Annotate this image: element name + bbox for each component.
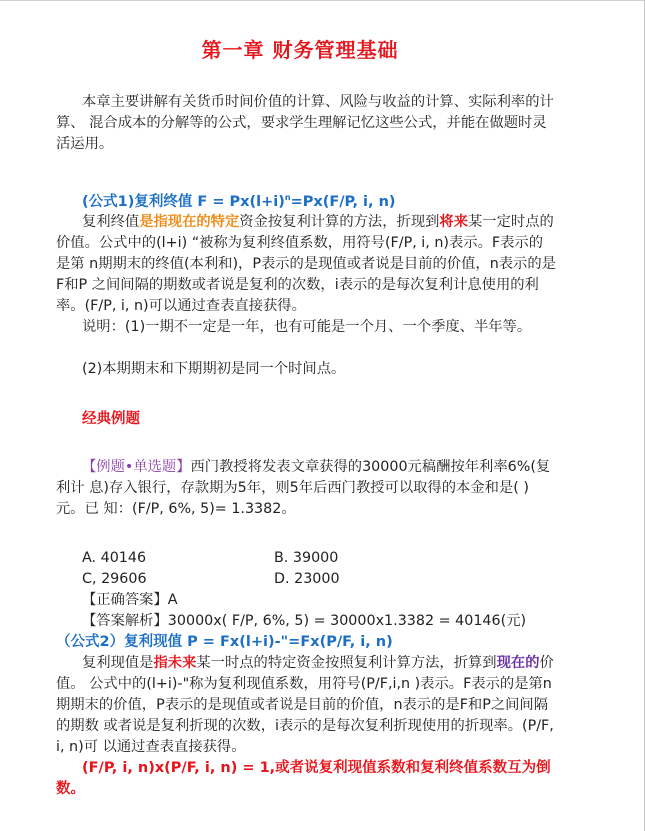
option-d: D. 23000 [274,571,340,587]
formula2-heading: （公式2）复利现值 P = Fx(l+i)-"=Fx(P/F, i, n) [56,634,393,650]
formula2-highlight-present: 现在的 [496,655,540,671]
formula1-text-mid: 资金按复利计算的方法，折现到 [239,214,440,230]
formula2-text-mid: 某一时点的特定资金按照复利计算方法，折算到 [196,655,497,671]
intro-paragraph: 本章主要讲解有关货币时间价值的计算、风险与收益的计算、实际利率的计算、 混合成本的分解等的公式，要求学生理解记忆这些公式，并能在做题时灵活运用。 [56,94,554,152]
example-question [56,457,556,520]
option-a: A. 40146 [82,550,147,566]
formula1-highlight-present: 是指现在的特定 [139,214,240,230]
formula2-text-rest: 价值。 公式中的(l+i)-"称为复利现值系数，用符号(P/F,i,n )表示。F表示的是第n期期末的价值，P表示的是现值或者说是目前的价值，n表示的是F和P之间间隔的期数 或者说是复利折现的次数，i表示的是每次复利折现使用的折现率。(P/F, i, n)可 以通过查表直接获得。 [56,655,554,755]
formula1-heading-exponent: n [284,193,291,203]
formula1-heading-part-a: (公式1)复利终值 F = Px(l+i) [82,194,285,210]
formula1-note-2: (2)本期期末和下期期初是同一个时间点。 [82,361,346,377]
formula1-heading-part-b: =Px(F/P, i, n) [290,194,396,210]
example-question-text: 西门教授将发表文章获得的30000元稿酬按年利率6%(复利计 息)存入银行，存款期为5年，则5年后西门教授可以取得的本金和是( )元。已 知：(F/P, 6%, 5)= 1.3382。 [56,459,551,517]
formula2-paragraph [56,653,556,758]
formula1-text-rest: 某一定时点的价值。公式中的(l+i) “被称为复利终值系数，用符号(F/P, i, n)表示。F表示的是第 n期期末的终值(本利和)，P表示的是现值或者说是目前的价值，n表示的是F和P 之间间隔的期数或者说是复利的次数，i表示的是每次复利计息使用的利率。(F/P, i, n)可以通过查表直接获得。 [56,214,556,314]
chapter-title: 第一章 财务管理基础 [201,38,399,62]
correct-answer: 【正确答案】A [82,592,178,608]
formula1-heading [82,190,396,211]
formula1-paragraph [56,212,556,317]
formula1-term: 复利终值 [82,214,140,230]
formula2-conclusion: (F/P, i, n)x(P/F, i, n) = 1,或者说复利现值系数和复利终值系数互为倒数。 [56,760,551,797]
example-tag: 【例题•单选题】 [82,459,191,475]
answer-analysis: 【答案解析】30000x( F/P, 6%, 5) = 30000x1.3382 = 40146(元) [82,613,527,629]
formula1-note-1: 说明：(1)一期不一定是一年，也有可能是一个月、一个季度、半年等。 [82,319,532,335]
formula2-highlight-future: 指未来 [153,655,197,671]
example-heading: 经典例题 [82,411,140,427]
option-b: B. 39000 [274,550,339,566]
formula1-highlight-future: 将来 [439,214,469,230]
option-c: C, 29606 [82,571,147,587]
formula2-term: 复利现值是 [82,655,154,671]
page-frame-top [0,0,645,1]
